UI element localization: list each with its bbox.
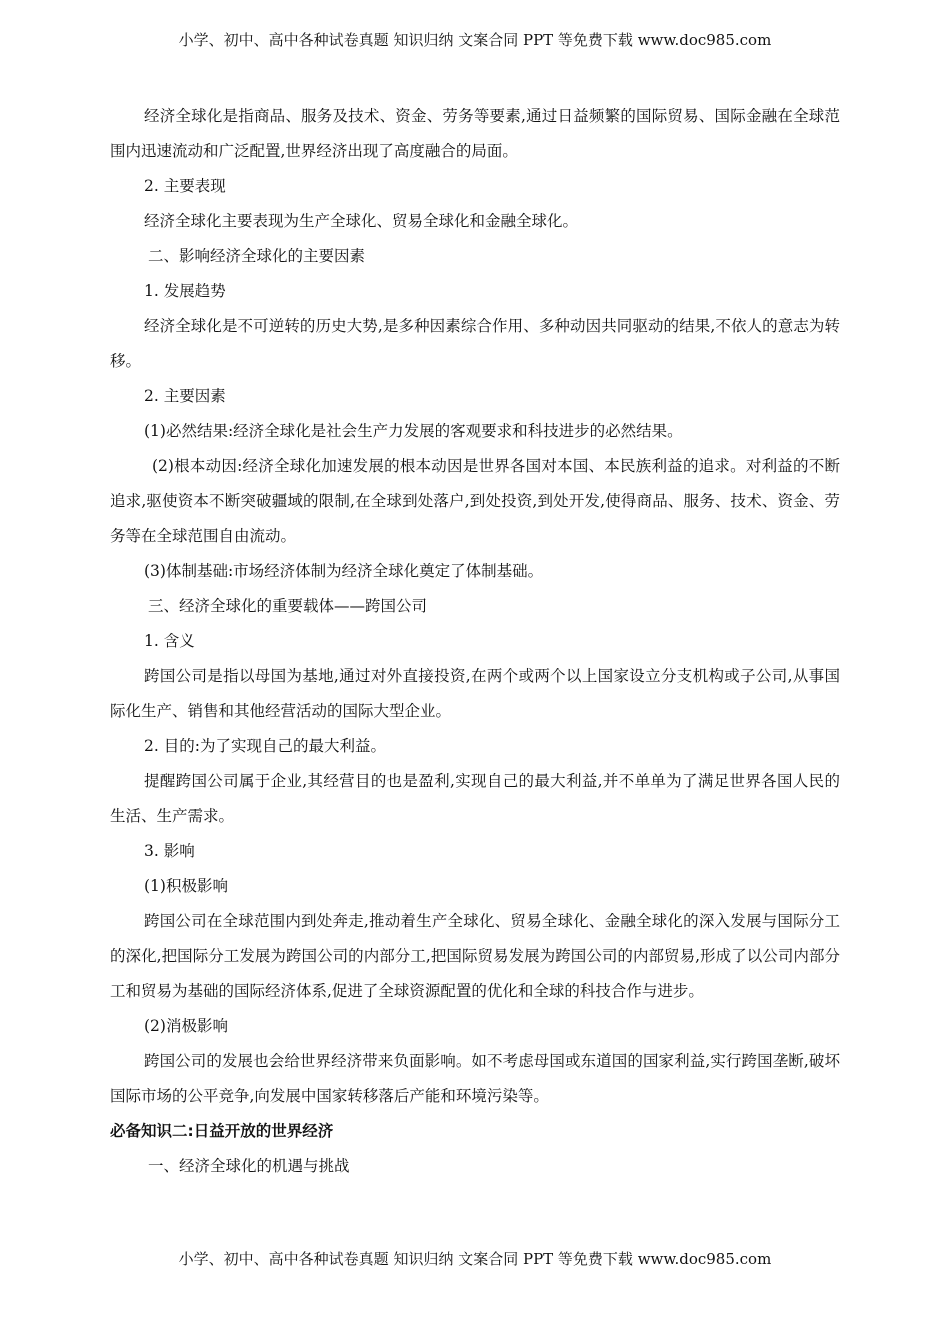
section-heading-knowledge-two: 必备知识二:日益开放的世界经济 [110, 1122, 334, 1140]
document-body [110, 99, 840, 1184]
paragraph-negative-impact: 跨国公司的发展也会给世界经济带来负面影响。如不考虑母国或东道国的国家利益,实行跨国垄断,破坏国际市场的公平竞争,向发展中国家转移落后产能和环境污染等。 [110, 1052, 840, 1105]
heading-negative-impact: (2)消极影响 [144, 1017, 228, 1035]
heading-development-trend: 1. 发展趋势 [144, 282, 226, 300]
heading-main-factors: 2. 主要因素 [144, 387, 226, 405]
page-footer: 小学、初中、高中各种试卷真题 知识归纳 文案合同 PPT 等免费下载 www.doc985.com [178, 1250, 772, 1268]
heading-main-manifestations: 2. 主要表现 [144, 177, 226, 195]
heading-purpose: 2. 目的:为了实现自己的最大利益。 [144, 737, 386, 755]
paragraph-factor-1: (1)必然结果:经济全球化是社会生产力发展的客观要求和科技进步的必然结果。 [144, 422, 683, 440]
section-heading-opportunities: 一、经济全球化的机遇与挑战 [148, 1157, 350, 1175]
paragraph-factor-3: (3)体制基础:市场经济体制为经济全球化奠定了体制基础。 [144, 562, 544, 580]
paragraph-reminder: 提醒跨国公司属于企业,其经营目的也是盈利,实现自己的最大利益,并不单单为了满足世界各国人民的生活、生产需求。 [110, 772, 840, 825]
page-header: 小学、初中、高中各种试卷真题 知识归纳 文案合同 PPT 等免费下载 www.doc985.com [178, 31, 772, 49]
paragraph-meaning: 跨国公司是指以母国为基地,通过对外直接投资,在两个或两个以上国家设立分支机构或子公司,从事国际化生产、销售和其他经营活动的国际大型企业。 [110, 667, 840, 720]
paragraph-trend: 经济全球化是不可逆转的历史大势,是多种因素综合作用、多种动因共同驱动的结果,不依人的意志为转移。 [110, 317, 840, 370]
section-heading-multinational: 三、经济全球化的重要载体——跨国公司 [148, 597, 428, 615]
paragraph-factor-2: (2)根本动因:经济全球化加速发展的根本动因是世界各国对本国、本民族利益的追求。对利益的不断追求,驱使资本不断突破疆域的限制,在全球到处落户,到处投资,到处开发,使得商品、服务、技术、资金、劳务等在全球范围自由流动。 [110, 457, 840, 545]
heading-positive-impact: (1)积极影响 [144, 877, 228, 895]
section-heading-factors: 二、影响经济全球化的主要因素 [148, 247, 366, 265]
heading-impact: 3. 影响 [144, 842, 195, 860]
heading-meaning: 1. 含义 [144, 632, 195, 650]
paragraph-definition: 经济全球化是指商品、服务及技术、资金、劳务等要素,通过日益频繁的国际贸易、国际金融在全球范围内迅速流动和广泛配置,世界经济出现了高度融合的局面。 [110, 107, 840, 160]
paragraph-positive-impact: 跨国公司在全球范围内到处奔走,推动着生产全球化、贸易全球化、金融全球化的深入发展与国际分工的深化,把国际分工发展为跨国公司的内部分工,把国际贸易发展为跨国公司的内部贸易,形成了以公司内部分工和贸易为基础的国际经济体系,促进了全球资源配置的优化和全球的科技合作与进步。 [110, 912, 840, 1000]
paragraph-manifestations: 经济全球化主要表现为生产全球化、贸易全球化和金融全球化。 [144, 212, 579, 230]
